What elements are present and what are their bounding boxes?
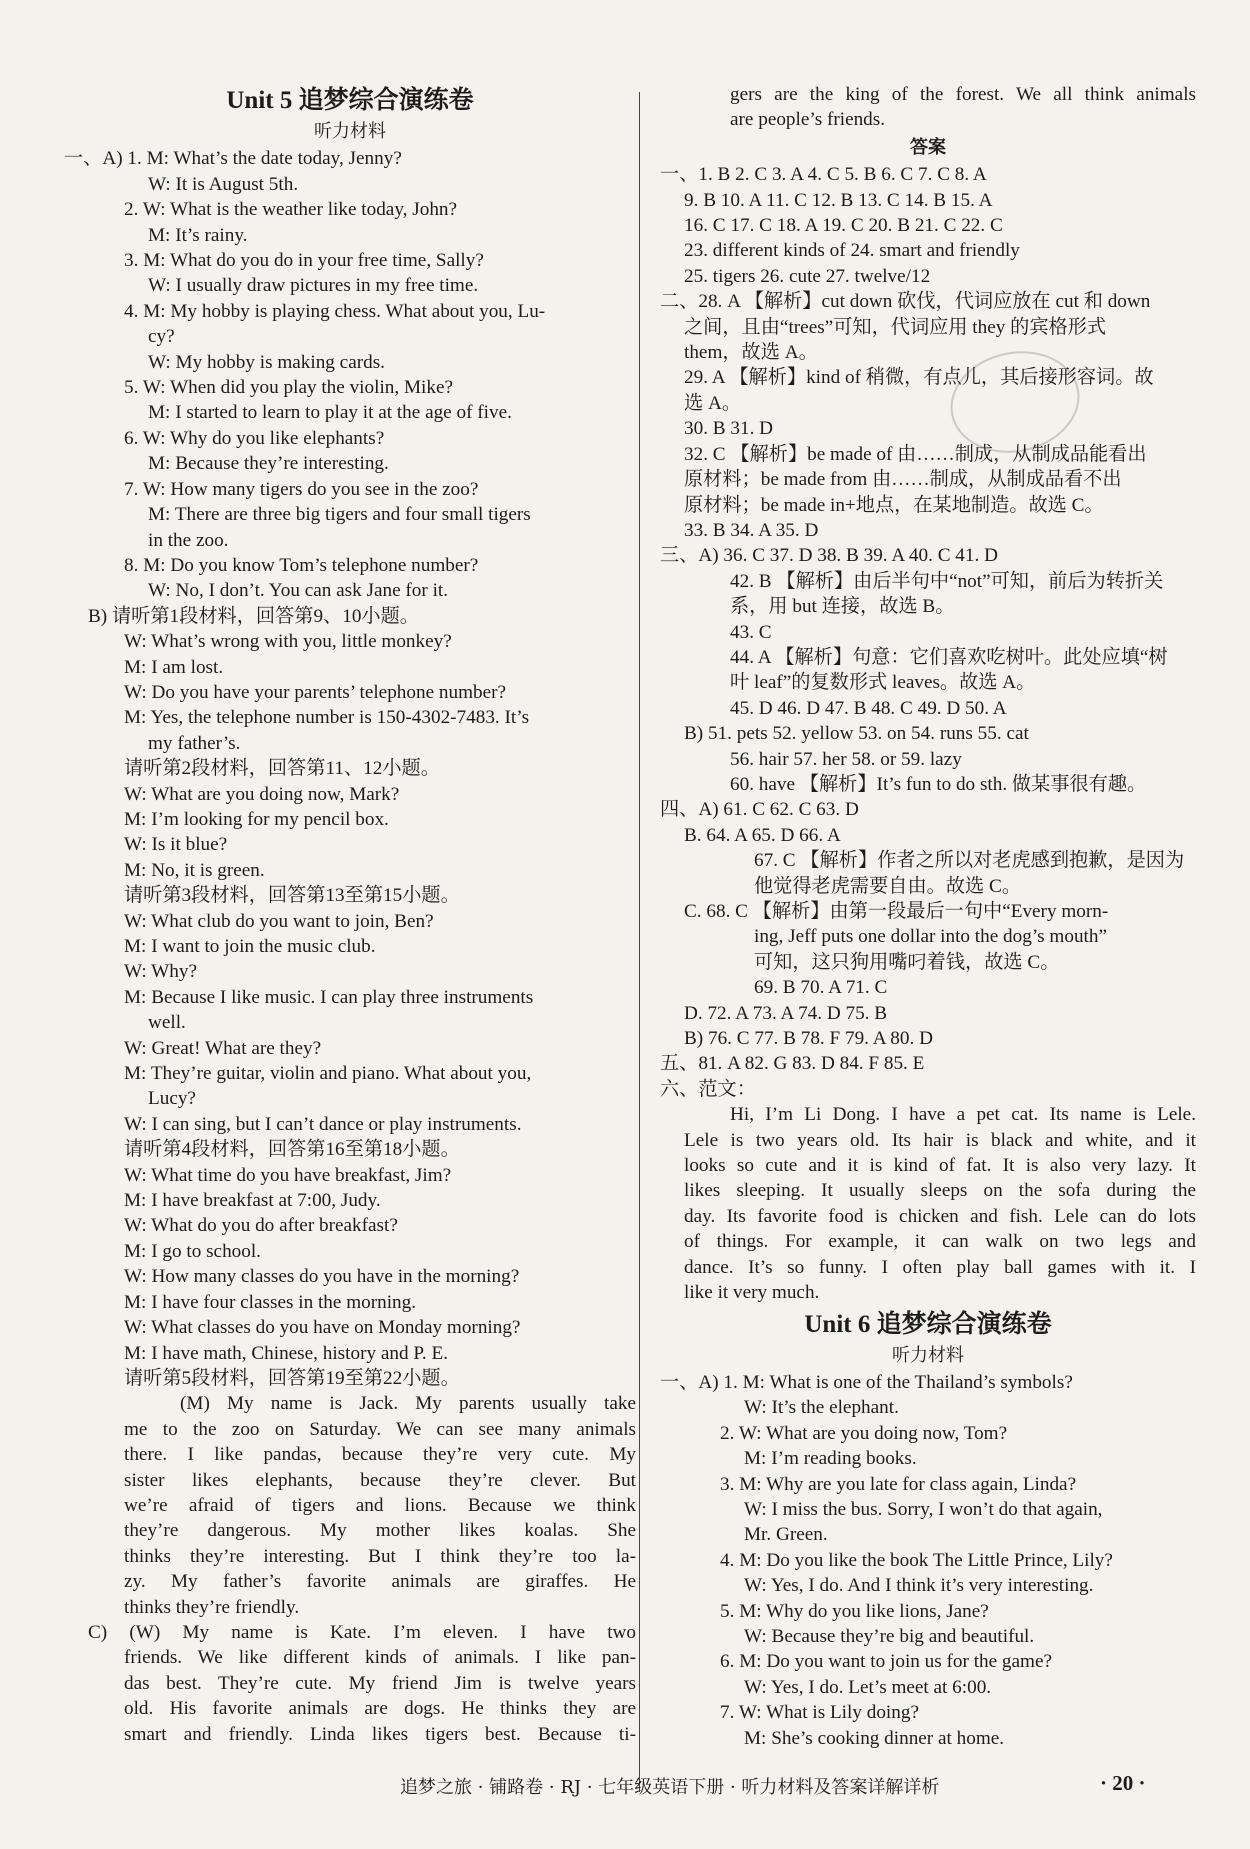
text-line: 32. C 【解析】be made of 由……制成，从制成品能看出 <box>684 443 1147 465</box>
text-line: 9. B 10. A 11. C 12. B 13. C 14. B 15. A <box>684 189 993 211</box>
text-line: W: I usually draw pictures in my free time. <box>148 275 479 297</box>
text-line: M: I go to school. <box>124 1240 261 1262</box>
text-line: old. His favorite animals are dogs. He thinks they are <box>124 1698 636 1720</box>
footer-text: 追梦之旅 · 铺路卷 · RJ · 七年级英语下册 · 听力材料及答案详解详析 <box>400 1777 940 1798</box>
text-line: M: I have breakfast at 7:00, Judy. <box>124 1190 381 1212</box>
text-line: B) 请听第1段材料，回答第9、10小题。 <box>88 605 419 627</box>
text-line: 选 A。 <box>684 392 742 414</box>
page-footer <box>0 1765 1250 1805</box>
text-line: Mr. Green. <box>744 1524 828 1546</box>
text-line: 他觉得老虎需要自由。故选 C。 <box>754 875 1022 897</box>
text-line: 之间，且由“trees”可知，代词应用 they 的宾格形式 <box>684 316 1107 338</box>
text-line: thinks they’re interesting. But I think they’re too la- <box>124 1545 636 1567</box>
text-line: B) 76. C 77. B 78. F 79. A 80. D <box>684 1028 933 1050</box>
text-line: 44. A 【解析】句意：它们喜欢吃树叶。此处应填“树 <box>730 646 1168 668</box>
text-line: 6. W: Why do you like elephants? <box>124 427 385 449</box>
text-line: dance. It’s so funny. I often play ball games with it. I <box>684 1256 1196 1278</box>
unit5-title: Unit 5 追梦综合演练卷 <box>226 87 474 114</box>
text-line: 3. M: What do you do in your free time, Sally? <box>124 250 484 272</box>
text-line: 原材料；be made from 由……制成，从制成品看不出 <box>684 469 1122 491</box>
text-line: sister likes elephants, because they’re clever. But <box>124 1469 636 1491</box>
text-line: M: There are three big tigers and four small tigers <box>148 504 531 526</box>
unit6-subtitle: 听力材料 <box>892 1344 964 1365</box>
text-line: 5. W: When did you play the violin, Mike? <box>124 377 453 399</box>
text-line: M: She’s cooking dinner at home. <box>744 1727 1005 1749</box>
text-line: ing, Jeff puts one dollar into the dog’s mouth” <box>754 926 1107 948</box>
text-line: of things. For example, it can walk on two legs and <box>684 1231 1196 1253</box>
text-line: 请听第4段材料，回答第16至第18小题。 <box>124 1139 460 1161</box>
text-line: 7. W: How many tigers do you see in the zoo? <box>124 478 479 500</box>
text-line: 系，用 but 连接，故选 B。 <box>730 596 955 618</box>
text-line: 30. B 31. D <box>684 418 774 440</box>
text-line: W: What club do you want to join, Ben? <box>124 910 434 932</box>
listening-text-continued <box>660 82 1196 133</box>
text-line: W: How many classes do you have in the morning? <box>124 1266 520 1288</box>
text-line: 可知，这只狗用嘴叼着钱，故选 C。 <box>754 951 1060 973</box>
text-line: day. Its favorite food is chicken and fish. Lele can do lots <box>684 1205 1196 1227</box>
text-line: smart and friendly. Linda likes tigers best. Because ti- <box>124 1723 636 1745</box>
text-line: das best. They’re cute. My friend Jim is twelve years <box>124 1672 636 1694</box>
text-line: W: Yes, I do. Let’s meet at 6:00. <box>744 1676 992 1698</box>
text-line: M: I have math, Chinese, history and P. E. <box>124 1342 449 1364</box>
text-line: thinks they’re friendly. <box>124 1596 300 1618</box>
page-number: · 20 · <box>1100 1771 1146 1795</box>
text-line: C) (W) My name is Kate. I’m eleven. I have two <box>88 1621 636 1643</box>
text-line: 60. have 【解析】It’s fun to do sth. 做某事很有趣。 <box>730 773 1147 795</box>
text-line: M: I want to join the music club. <box>124 936 376 957</box>
column-divider <box>639 92 640 1792</box>
text-line: M: It’s rainy. <box>148 224 248 246</box>
unit6-title: Unit 6 追梦综合演练卷 <box>804 1310 1052 1338</box>
text-line: me to the zoo on Saturday. We can see many animals <box>124 1418 636 1440</box>
text-line: 一、A) 1. M: What is one of the Thailand’s symbols? <box>660 1371 1073 1393</box>
text-line: 五、81. A 82. G 83. D 84. F 85. E <box>660 1053 925 1075</box>
text-line: 二、28. A 【解析】cut down 砍伐，代词应放在 cut 和 down <box>660 291 1151 313</box>
text-line: M: Because I like music. I can play three instruments <box>124 986 534 1008</box>
text-line: W: Because they’re big and beautiful. <box>744 1625 1035 1647</box>
text-line: 16. C 17. C 18. A 19. C 20. B 21. C 22. C <box>684 215 1003 237</box>
text-line: 一、A) 1. M: What’s the date today, Jenny? <box>64 148 402 170</box>
text-line: W: My hobby is making cards. <box>148 351 385 373</box>
sample-essay <box>660 1102 1196 1305</box>
text-line: 三、A) 36. C 37. D 38. B 39. A 40. C 41. D <box>660 545 998 567</box>
text-line: M: No, it is green. <box>124 859 265 881</box>
text-line: 56. hair 57. her 58. or 59. lazy <box>730 748 962 770</box>
text-line: 叶 leaf”的复数形式 leaves。故选 A。 <box>730 672 1036 694</box>
text-line: W: It’s the elephant. <box>744 1397 899 1419</box>
text-line: 29. A 【解析】kind of 稍微，有点儿，其后接形容词。故 <box>684 367 1154 389</box>
text-line: 4. M: My hobby is playing chess. What about you, Lu- <box>124 300 546 322</box>
text-line: we’re afraid of tigers and lions. Because we think <box>124 1494 636 1516</box>
text-line: 25. tigers 26. cute 27. twelve/12 <box>684 265 931 287</box>
text-line: 四、A) 61. C 62. C 63. D <box>660 799 859 821</box>
text-line: 67. C 【解析】作者之所以对老虎感到抱歉，是因为 <box>754 850 1185 872</box>
text-line: 3. M: Why are you late for class again, Linda? <box>720 1473 1077 1495</box>
text-line: W: It is August 5th. <box>148 173 299 195</box>
text-line: C. 68. C 【解析】由第一段最后一句中“Every morn- <box>684 901 1109 922</box>
text-line: D. 72. A 73. A 74. D 75. B <box>684 1002 888 1024</box>
text-line: friends. We like different kinds of animals. I like pan- <box>124 1647 636 1669</box>
text-line: W: Do you have your parents’ telephone number? <box>124 681 507 703</box>
text-line: W: I miss the bus. Sorry, I won’t do that again, <box>744 1498 1103 1520</box>
text-line: B) 51. pets 52. yellow 53. on 54. runs 55. cat <box>684 723 1029 745</box>
text-line: 一、1. B 2. C 3. A 4. C 5. B 6. C 7. C 8. A <box>660 164 987 186</box>
text-line: W: What time do you have breakfast, Jim? <box>124 1164 452 1186</box>
text-line: M: I am lost. <box>124 656 224 678</box>
text-line: like it very much. <box>684 1282 820 1304</box>
text-line: my father’s. <box>148 732 241 754</box>
answers-title: 答案 <box>910 136 946 157</box>
text-line: gers are the king of the forest. We all think animals <box>730 84 1196 105</box>
text-line: are people’s friends. <box>730 109 886 131</box>
text-line: W: No, I don’t. You can ask Jane for it. <box>148 580 449 602</box>
text-line: 原材料；be made in+地点，在某地制造。故选 C。 <box>684 494 1104 516</box>
unit5-listening-text <box>64 146 636 1747</box>
text-line: M: I’m reading books. <box>744 1448 917 1470</box>
text-line: M: I have four classes in the morning. <box>124 1291 417 1313</box>
text-line: them，故选 A。 <box>684 342 818 364</box>
text-line: W: Great! What are they? <box>124 1037 322 1059</box>
text-line: Lele is two years old. Its hair is black and white, and it <box>684 1129 1196 1151</box>
text-line: W: Yes, I do. And I think it’s very interesting. <box>744 1575 1094 1597</box>
text-line: 六、范文： <box>660 1078 756 1100</box>
text-line: W: What classes do you have on Monday morning? <box>124 1317 521 1339</box>
text-line: likes sleeping. It usually sleeps on the sofa during the <box>684 1180 1196 1202</box>
text-line: in the zoo. <box>148 529 229 551</box>
text-line: M: I started to learn to play it at the age of five. <box>148 402 512 424</box>
text-line: W: What are you doing now, Mark? <box>124 783 400 805</box>
text-line: 2. W: What are you doing now, Tom? <box>720 1422 1008 1444</box>
text-line: 请听第5段材料，回答第19至第22小题。 <box>124 1367 460 1389</box>
text-line: 6. M: Do you want to join us for the game? <box>720 1651 1052 1673</box>
text-line: 42. B 【解析】由后半句中“not”可知，前后为转折关 <box>730 570 1164 592</box>
text-line: Lucy? <box>148 1088 196 1110</box>
text-line: 4. M: Do you like the book The Little Prince, Lily? <box>720 1549 1113 1571</box>
text-line: they’re dangerous. My mother likes koalas. She <box>124 1520 636 1542</box>
text-line: well. <box>148 1012 186 1034</box>
text-line: W: Is it blue? <box>124 834 228 856</box>
right-column <box>660 82 1196 1751</box>
text-line: M: Yes, the telephone number is 150-4302-7483. It’s <box>124 707 530 729</box>
text-line: 请听第2段材料，回答第11、12小题。 <box>124 758 440 780</box>
text-line: 45. D 46. D 47. B 48. C 49. D 50. A <box>730 697 1007 719</box>
text-line: 69. B 70. A 71. C <box>754 977 888 999</box>
text-line: W: What’s wrong with you, little monkey? <box>124 631 452 653</box>
text-line: 2. W: What is the weather like today, John? <box>124 199 458 221</box>
text-line: there. I like pandas, because they’re very cute. My <box>124 1444 636 1466</box>
text-line: 请听第3段材料，回答第13至第15小题。 <box>124 885 460 907</box>
text-line: W: I can sing, but I can’t dance or play instruments. <box>124 1113 522 1135</box>
text-line: 8. M: Do you know Tom’s telephone number? <box>124 554 479 576</box>
left-column <box>64 82 636 1747</box>
text-line: M: They’re guitar, violin and piano. What about you, <box>124 1063 532 1085</box>
text-line: zy. My father’s favorite animals are giraffes. He <box>124 1571 636 1593</box>
text-line: 23. different kinds of 24. smart and friendly <box>684 240 1020 262</box>
text-line: 5. M: Why do you like lions, Jane? <box>720 1600 989 1622</box>
text-line: W: What do you do after breakfast? <box>124 1215 398 1237</box>
text-line: 7. W: What is Lily doing? <box>720 1702 919 1724</box>
unit5-subtitle: 听力材料 <box>314 121 386 141</box>
text-line: 33. B 34. A 35. D <box>684 519 819 541</box>
text-line: W: Why? <box>124 961 197 983</box>
text-line: B. 64. A 65. D 66. A <box>684 824 841 846</box>
text-line: Hi, I’m Li Dong. I have a pet cat. Its name is Lele. <box>730 1104 1196 1126</box>
text-line: looks so cute and it is kind of fat. It is also very lazy. It <box>684 1155 1196 1177</box>
answer-key <box>660 162 1196 1102</box>
text-line: M: I’m looking for my pencil box. <box>124 808 389 830</box>
text-line: cy? <box>148 326 175 348</box>
text-line: 43. C <box>730 621 772 643</box>
text-line: M: Because they’re interesting. <box>148 453 389 475</box>
text-line: (M) My name is Jack. My parents usually take <box>180 1393 636 1415</box>
unit6-listening-text <box>660 1370 1196 1751</box>
